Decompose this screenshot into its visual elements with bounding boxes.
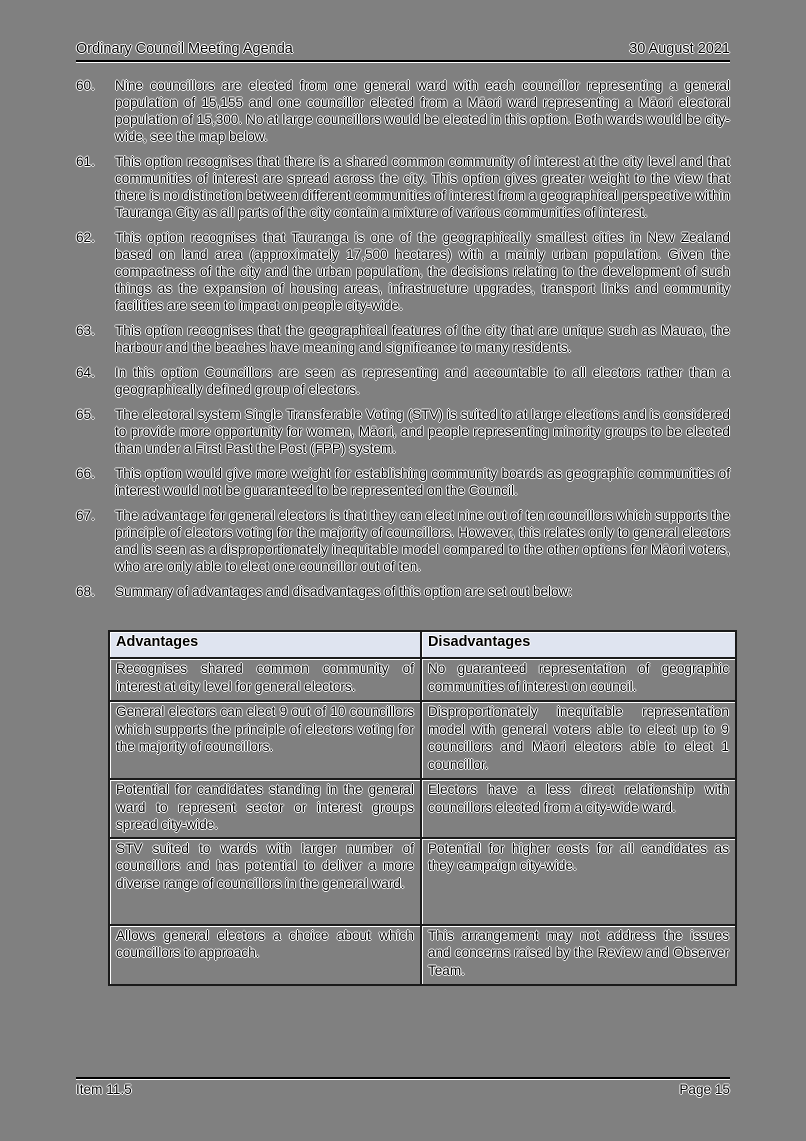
paragraph-64 [76,364,730,398]
paragraph-number: 61. [76,154,95,169]
disadvantage-cell: Electors have a less direct relationship with councillors elected from a city-wide ward. [421,779,736,838]
paragraph-text: This option recognises that the geographical features of the city that are unique such as Mauao, the harbour and the beaches have meaning and significance to many residents. [115,323,730,355]
table-row [109,925,736,985]
page-footer [76,1077,730,1098]
paragraph-61 [76,153,730,221]
disadvantage-cell: No guaranteed representation of geographic communities of interest on council. [421,658,736,701]
table-row [109,701,736,779]
disadvantages-header: Disadvantages [421,631,736,658]
advantages-disadvantages-table [108,630,737,986]
paragraph-65 [76,406,730,457]
table-header-row [109,631,736,658]
paragraph-67 [76,507,730,575]
advantage-cell: Allows general electors a choice about which councillors to approach. [109,925,421,985]
paragraph-number: 67. [76,508,95,523]
paragraph-text: The advantage for general electors is that they can elect nine out of ten councillors which supports the principle of electors voting for the majority of councillors. However, this relates only to general electors and is seen as a disproportionately inequitable model compared to the other options for Māori voters, who are only able to elect one councillor out of ten. [115,508,730,574]
document-title: Ordinary Council Meeting Agenda [76,41,293,57]
advantage-cell: STV suited to wards with larger number of councillors and has potential to deliver a more diverse range of councillors in the general ward. [109,838,421,925]
paragraph-62 [76,229,730,314]
paragraph-number: 62. [76,230,95,245]
meeting-date: 30 August 2021 [629,41,730,57]
paragraph-68 [76,583,730,600]
agenda-item-number: Item 11.5 [76,1082,132,1097]
paragraph-text: In this option Councillors are seen as representing and accountable to all electors rather than a geographically defined group of electors. [115,365,730,397]
paragraph-60 [76,77,730,145]
paragraph-text: This option recognises that there is a shared common community of interest at the city level and that communities of interest are spread across the city. This option gives greater weight to the view that there is no distinction between different communities of interest from a geographical perspective within Tauranga City as all parts of the city contain a mixture of various communities of interest. [115,154,730,220]
table-row [109,838,736,925]
disadvantage-cell: Disproportionately inequitable representation model with general voters able to elect up to 9 councillors and Māori electors able to elect 1 councillor. [421,701,736,779]
paragraph-number: 64. [76,365,95,380]
advantage-cell: Potential for candidates standing in the general ward to represent sector or interest groups spread city-wide. [109,779,421,838]
disadvantage-cell: Potential for higher costs for all candidates as they campaign city-wide. [421,838,736,925]
disadvantage-cell: This arrangement may not address the issues and concerns raised by the Review and Observer Team. [421,925,736,985]
page-number: Page 15 [679,1082,730,1097]
advantage-cell: General electors can elect 9 out of 10 councillors which supports the principle of electors voting for the majority of councillors. [109,701,421,779]
paragraph-number: 65. [76,407,95,422]
page-header [76,40,730,62]
paragraph-text: Summary of advantages and disadvantages of this option are set out below: [115,584,573,599]
document-body [76,77,730,608]
paragraph-number: 68. [76,584,95,599]
paragraph-number: 63. [76,323,95,338]
paragraph-text: Nine councillors are elected from one general ward with each councillor representing a general population of 15,155 and one councillor elected from a Māori ward representing a Māori electoral population of 15,300. No at large councillors would be elected in this option. Both wards would be city-wide, see the map below. [115,78,730,144]
paragraph-number: 60. [76,78,95,93]
paragraph-66 [76,465,730,499]
advantage-cell: Recognises shared common community of interest at city level for general electors. [109,658,421,701]
advantages-header: Advantages [109,631,421,658]
paragraph-text: This option would give more weight for establishing community boards as geographic communities of interest would not be guaranteed to be represented on the Council. [115,466,730,498]
table-row [109,658,736,701]
paragraph-text: The electoral system Single Transferable Voting (STV) is suited to at large elections and is considered to provide more opportunity for women, Māori, and people representing minority groups to be elected than under a First Past the Post (FPP) system. [115,407,730,456]
paragraph-number: 66. [76,466,95,481]
paragraph-text: This option recognises that Tauranga is one of the geographically smallest cities in New Zealand based on land area (approximately 17,500 hectares) with a mainly urban population. Given the compactness of the city and the urban population, the decisions relating to the development of such things as the expansion of housing areas, infrastructure upgrades, transport links and community facilities are seen to impact on people city-wide. [115,230,730,313]
paragraph-63 [76,322,730,356]
table-row [109,779,736,838]
